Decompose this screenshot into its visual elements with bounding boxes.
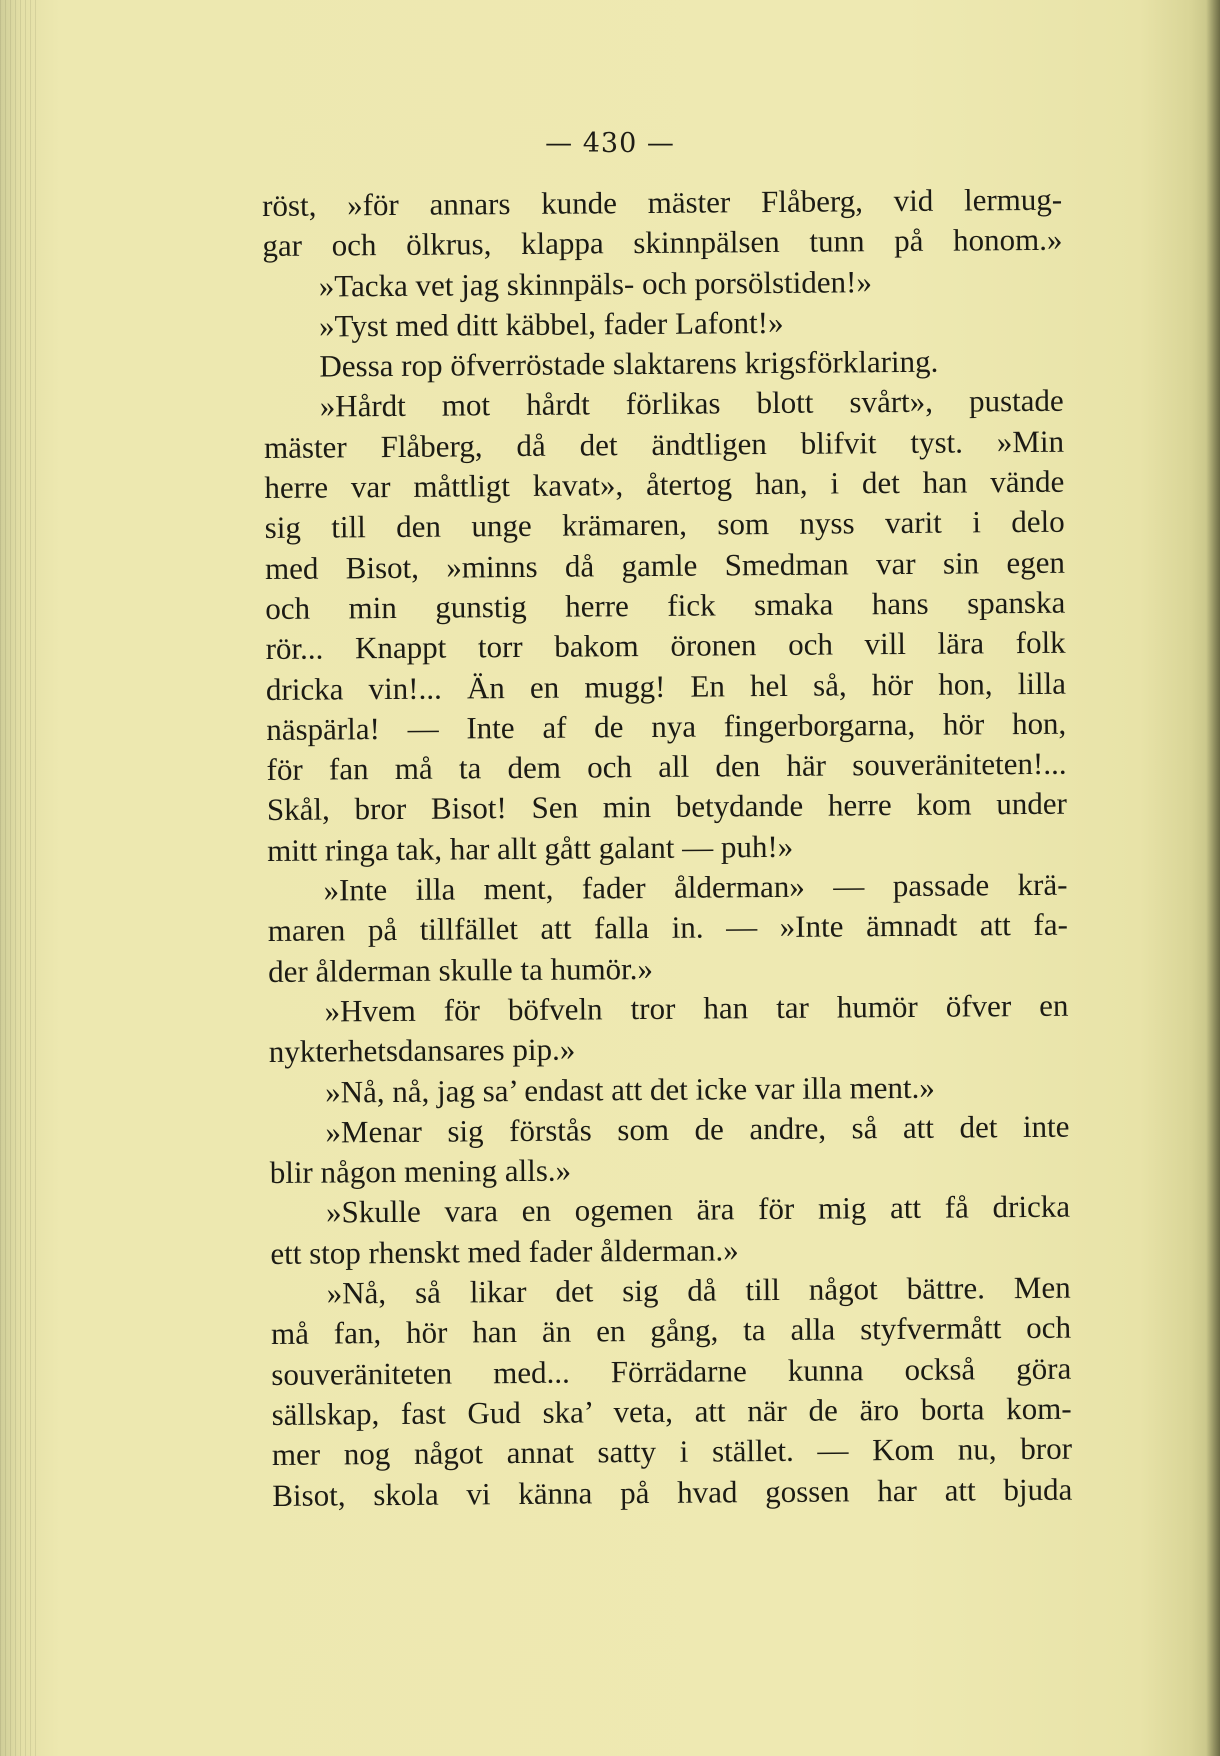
text-line: blir någon mening alls.»: [269, 1152, 572, 1191]
text-line: sig till den unge krämaren, som nyss varit i delo: [264, 504, 1065, 546]
text-line: »Tacka vet jag skinnpäls- och porsölstiden!»: [318, 263, 873, 304]
text-line: sällskap, fast Gud ska’ veta, att när de äro borta kom-: [271, 1390, 1072, 1432]
text-line: »Nå, så likar det sig då till något bättre. Men: [326, 1269, 1071, 1311]
text-line: dricka vin!... Än en mugg! En hel så, hör hon, lilla: [265, 665, 1067, 707]
page-edge-shadow: [1206, 0, 1220, 1756]
text-line: nykterhetsdansares pip.»: [268, 1031, 576, 1070]
text-line: mäster Flåberg, då det ändtligen blifvit tyst. »Min: [263, 423, 1065, 465]
text-line: röst, »för annars kunde mäster Flåberg, vid lermug-: [262, 181, 1063, 223]
text-line: Bisot, skola vi känna på hvad gossen har att bjuda: [272, 1471, 1073, 1513]
text-line: souveräniteten med... Förrädarne kunna också göra: [271, 1350, 1072, 1392]
text-line: Dessa rop öfverröstade slaktarens krigsförklaring.: [319, 343, 939, 384]
text-line: rör... Knappt torr bakom öronen och vill lära folk: [265, 624, 1066, 667]
book-gutter: [0, 0, 40, 1756]
text-line: »Hvem för böfveln tror han tar humör öfver en: [324, 987, 1069, 1029]
text-line: herre var måttligt kavat», återtog han, i det han vände: [264, 463, 1065, 506]
text-line: »Hårdt mot hårdt förlikas blott svårt», pustade: [319, 383, 1064, 425]
text-line: »Menar sig förstås som de andre, så att det inte: [325, 1108, 1070, 1150]
text-line: näspärla! — Inte af de nya fingerborgarna, hör hon,: [266, 705, 1067, 747]
text-line: »Nå, nå, jag sa’ endast att det icke var illa ment.»: [324, 1069, 935, 1110]
body-text: [262, 180, 1072, 1516]
text-line: mitt ringa tak, har allt gått galant — puh!»: [267, 828, 794, 868]
page-number: — 430 —: [545, 128, 675, 159]
text-line: Skål, bror Bisot! Sen min betydande herre kom under: [266, 786, 1068, 828]
text-line: der ålderman skulle ta humör.»: [268, 950, 654, 989]
text-line: »Skulle vara en ogemen ära för mig att få dricka: [325, 1189, 1071, 1230]
text-line: må fan, hör han än en gång, ta alla styfvermått och: [270, 1309, 1072, 1352]
text-line: »Inte illa ment, fader ålderman» — passade krä-: [323, 866, 1068, 908]
text-line: ett stop rhenskt med fader ålderman.»: [270, 1232, 739, 1271]
text-line: gar och ölkrus, klappa skinnpälsen tunn på honom.»: [262, 222, 1063, 264]
text-line: med Bisot, »minns då gamle Smedman var sin egen: [264, 544, 1066, 586]
text-line: mer nog något annat satty i stället. — Kom nu, bror: [271, 1430, 1073, 1473]
text-line: för fan må ta dem och all den här souveräniteten!...: [266, 745, 1067, 788]
text-line: »Tyst med ditt käbbel, fader Lafont!»: [318, 304, 784, 344]
text-line: maren på tillfället att falla in. — »Inte ämnadt att fa-: [267, 907, 1068, 949]
text-line: och min gunstig herre fick smaka hans spanska: [265, 584, 1066, 626]
